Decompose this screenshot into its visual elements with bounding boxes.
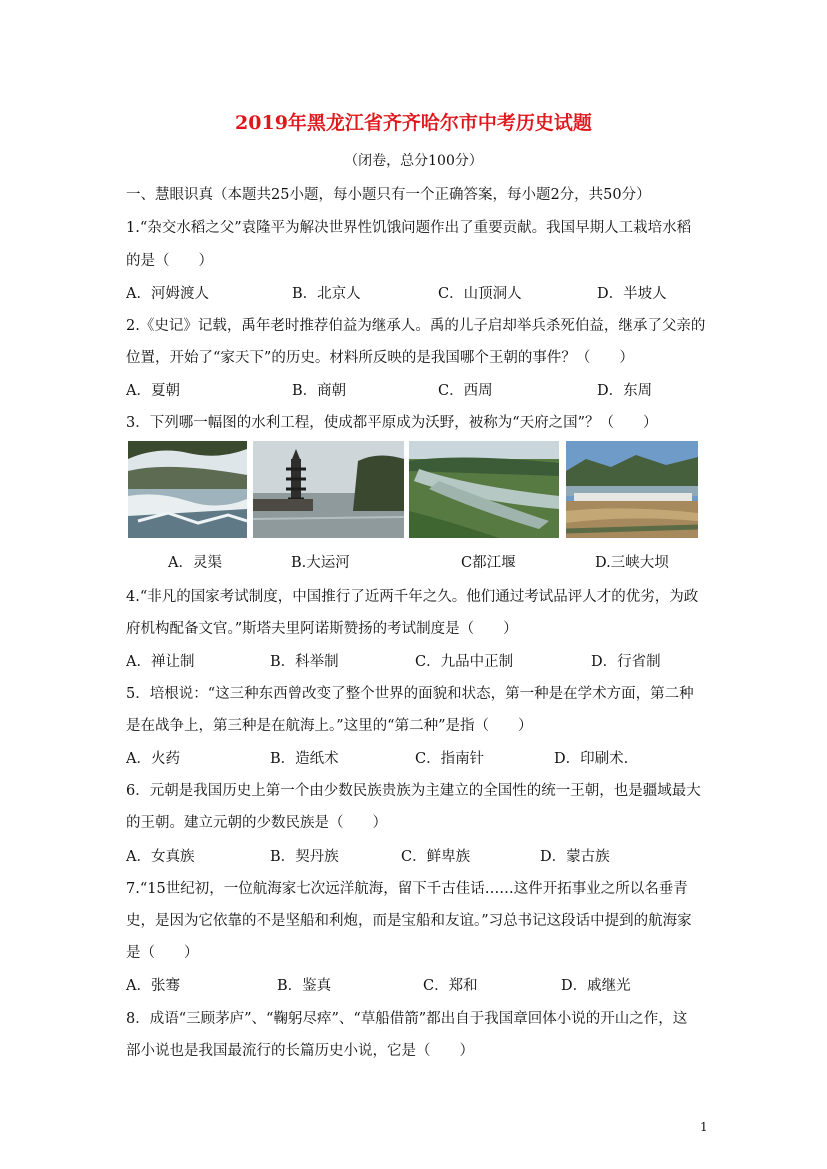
q1-option-a: A．河姆渡人	[126, 286, 209, 302]
q3-caption-a: A．灵渠	[168, 555, 222, 571]
q4-option-b: B．科举制	[270, 654, 339, 670]
grand-canal-photo	[253, 441, 404, 538]
dujiangyan-photo	[409, 441, 559, 538]
q3-caption-d: D.三峡大坝	[595, 555, 669, 571]
q3-line1: 3．下列哪一幅图的水利工程，使成都平原成为沃野，被称为“天府之国”？（ ）	[126, 415, 658, 431]
q4-line1: 4.“非凡的国家考试制度，中国推行了近两千年之久。他们通过考试品评人才的优劣，为政	[126, 589, 699, 605]
q7-option-d: D．戚继光	[561, 978, 631, 994]
q2-option-d: D．东周	[597, 383, 653, 399]
q5-option-b: B．造纸术	[270, 751, 339, 767]
q1-line1: 1.“杂交水稻之父”袁隆平为解决世界性饥饿问题作出了重要贡献。我国早期人工栽培水稻	[126, 220, 692, 236]
q6-option-a: A．女真族	[126, 849, 195, 865]
q5-option-a: A．火药	[126, 751, 180, 767]
q2-option-a: A．夏朝	[126, 383, 180, 399]
q1-option-c: C．山顶洞人	[438, 286, 522, 302]
q8-line2: 部小说也是我国最流行的长篇历史小说，它是（ ）	[126, 1043, 474, 1059]
q3-caption-c: C都江堰	[461, 555, 516, 571]
q4-line2: 府机构配备文官。”斯塔夫里阿诺斯赞扬的考试制度是（ ）	[126, 621, 518, 637]
q3-caption-b: B.大运河	[291, 555, 350, 571]
three-gorges-dam-photo	[566, 441, 698, 538]
exam-subtitle: （闭卷，总分100分）	[344, 153, 483, 169]
page-number: 1	[700, 1120, 708, 1134]
page-title: 2019年黑龙江省齐齐哈尔市中考历史试题	[235, 112, 592, 134]
section-heading: 一、慧眼识真（本题共25小题，每小题只有一个正确答案，每小题2分，共50分）	[126, 187, 651, 203]
q5-option-c: C．指南针	[415, 751, 485, 767]
q4-option-c: C．九品中正制	[415, 654, 514, 670]
q6-option-b: B．契丹族	[270, 849, 339, 865]
q7-line2: 史，是因为它依靠的不是坚船和利炮，而是宝船和友谊。”习总书记这段话中提到的航海家	[126, 913, 692, 929]
q7-option-b: B．鉴真	[277, 978, 332, 994]
q2-line2: 位置，开始了“家天下”的历史。材料所反映的是我国哪个王朝的事件？（ ）	[126, 350, 634, 366]
q7-option-a: A．张骞	[126, 978, 180, 994]
q7-option-c: C．郑和	[423, 978, 478, 994]
q5-line1: 5．培根说：“这三种东西曾改变了整个世界的面貌和状态，第一种是在学术方面，第二种	[126, 686, 694, 702]
q2-line1: 2.《史记》记载，禹年老时推荐伯益为继承人。禹的儿子启却举兵杀死伯益，继承了父亲的	[126, 318, 706, 334]
q4-option-a: A．禅让制	[126, 654, 195, 670]
q2-option-c: C．西周	[438, 383, 493, 399]
lingqu-photo	[128, 441, 247, 538]
q4-option-d: D．行省制	[591, 654, 661, 670]
q6-line1: 6．元朝是我国历史上第一个由少数民族贵族为主建立的全国性的统一王朝，也是疆域最大	[126, 783, 701, 799]
q1-option-b: B．北京人	[292, 286, 361, 302]
q6-line2: 的王朝。建立元朝的少数民族是（ ）	[126, 815, 387, 831]
q5-option-d: D．印刷术.	[554, 751, 629, 767]
q8-line1: 8．成语“三顾茅庐”、“鞠躬尽瘁”、“草船借箭”都出自于我国章回体小说的开山之作，这	[126, 1011, 688, 1027]
q6-option-c: C．鲜卑族	[401, 849, 471, 865]
q1-line2: 的是（ ）	[126, 253, 213, 269]
q1-option-d: D．半坡人	[597, 286, 667, 302]
q7-line3: 是（ ）	[126, 945, 199, 961]
q7-line1: 7.“15世纪初，一位航海家七次远洋航海，留下千古佳话……这件开拓事业之所以名垂青	[126, 881, 688, 897]
q6-option-d: D．蒙古族	[540, 849, 610, 865]
q5-line2: 是在战争上，第三种是在航海上。”这里的“第二种”是指（ ）	[126, 718, 533, 734]
q2-option-b: B．商朝	[292, 383, 347, 399]
